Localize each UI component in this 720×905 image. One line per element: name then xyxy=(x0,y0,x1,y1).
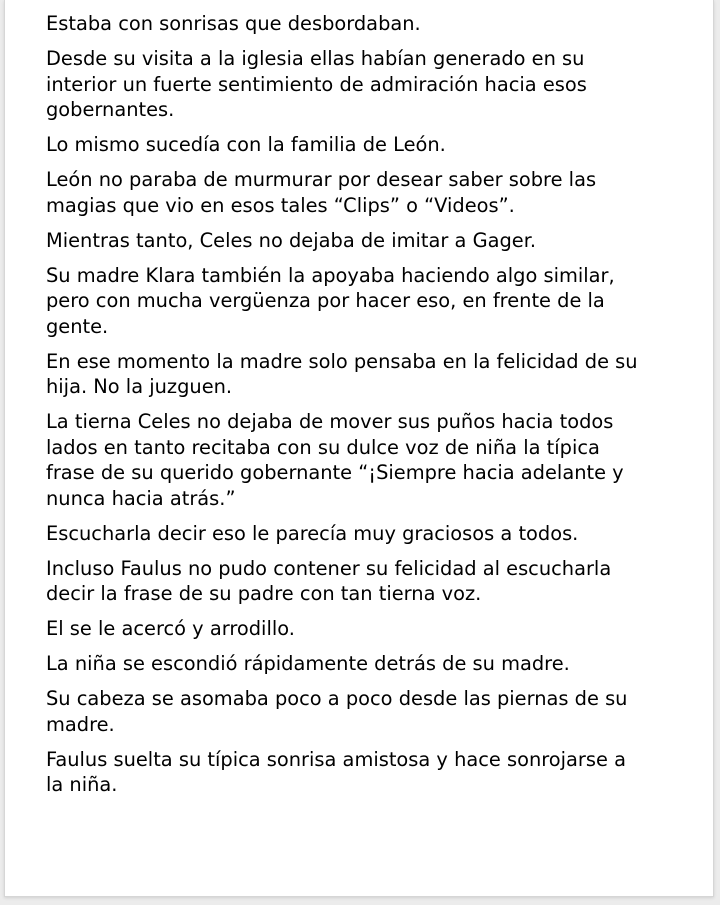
document-body xyxy=(46,11,686,807)
paragraph: Su cabeza se asomaba poco a poco desde las piernas de su madre. xyxy=(46,687,628,736)
paragraph: Estaba con sonrisas que desbordaban. xyxy=(46,12,421,35)
paragraph: Lo mismo sucedía con la familia de León. xyxy=(46,133,446,156)
paragraph: Desde su visita a la iglesia ellas habían generado en su interior un fuerte sentimiento de admiración hacia esos gobernantes. xyxy=(46,47,587,121)
paragraph: La niña se escondió rápidamente detrás de su madre. xyxy=(46,652,570,675)
document-page xyxy=(4,0,714,897)
paragraph: Su madre Klara también la apoyaba haciendo algo similar, pero con mucha vergüenza por hacer eso, en frente de la gente. xyxy=(46,263,615,338)
paragraph: El se le acercó y arrodillo. xyxy=(46,617,295,640)
paragraph: León no paraba de murmurar por desear saber sobre las magias que vio en esos tales “Clips” o “Videos”. xyxy=(46,168,597,217)
paragraph: Incluso Faulus no pudo contener su felicidad al escucharla decir la frase de su padre con tan tierna voz. xyxy=(46,556,612,605)
paragraph: Faulus suelta su típica sonrisa amistosa y hace sonrojarse a la niña. xyxy=(46,747,626,796)
paragraph: Escucharla decir eso le parecía muy graciosos a todos. xyxy=(46,521,579,545)
paragraph: En ese momento la madre solo pensaba en la felicidad de su hija. No la juzguen. xyxy=(46,349,638,398)
paragraph: Mientras tanto, Celes no dejaba de imitar a Gager. xyxy=(46,228,537,252)
paragraph: La tierna Celes no dejaba de mover sus puños hacia todos lados en tanto recitaba con su dulce voz de niña la típica frase de su querido gobernante “¡Siempre hacia adelante y nunca hacia atrás.” xyxy=(46,410,624,510)
